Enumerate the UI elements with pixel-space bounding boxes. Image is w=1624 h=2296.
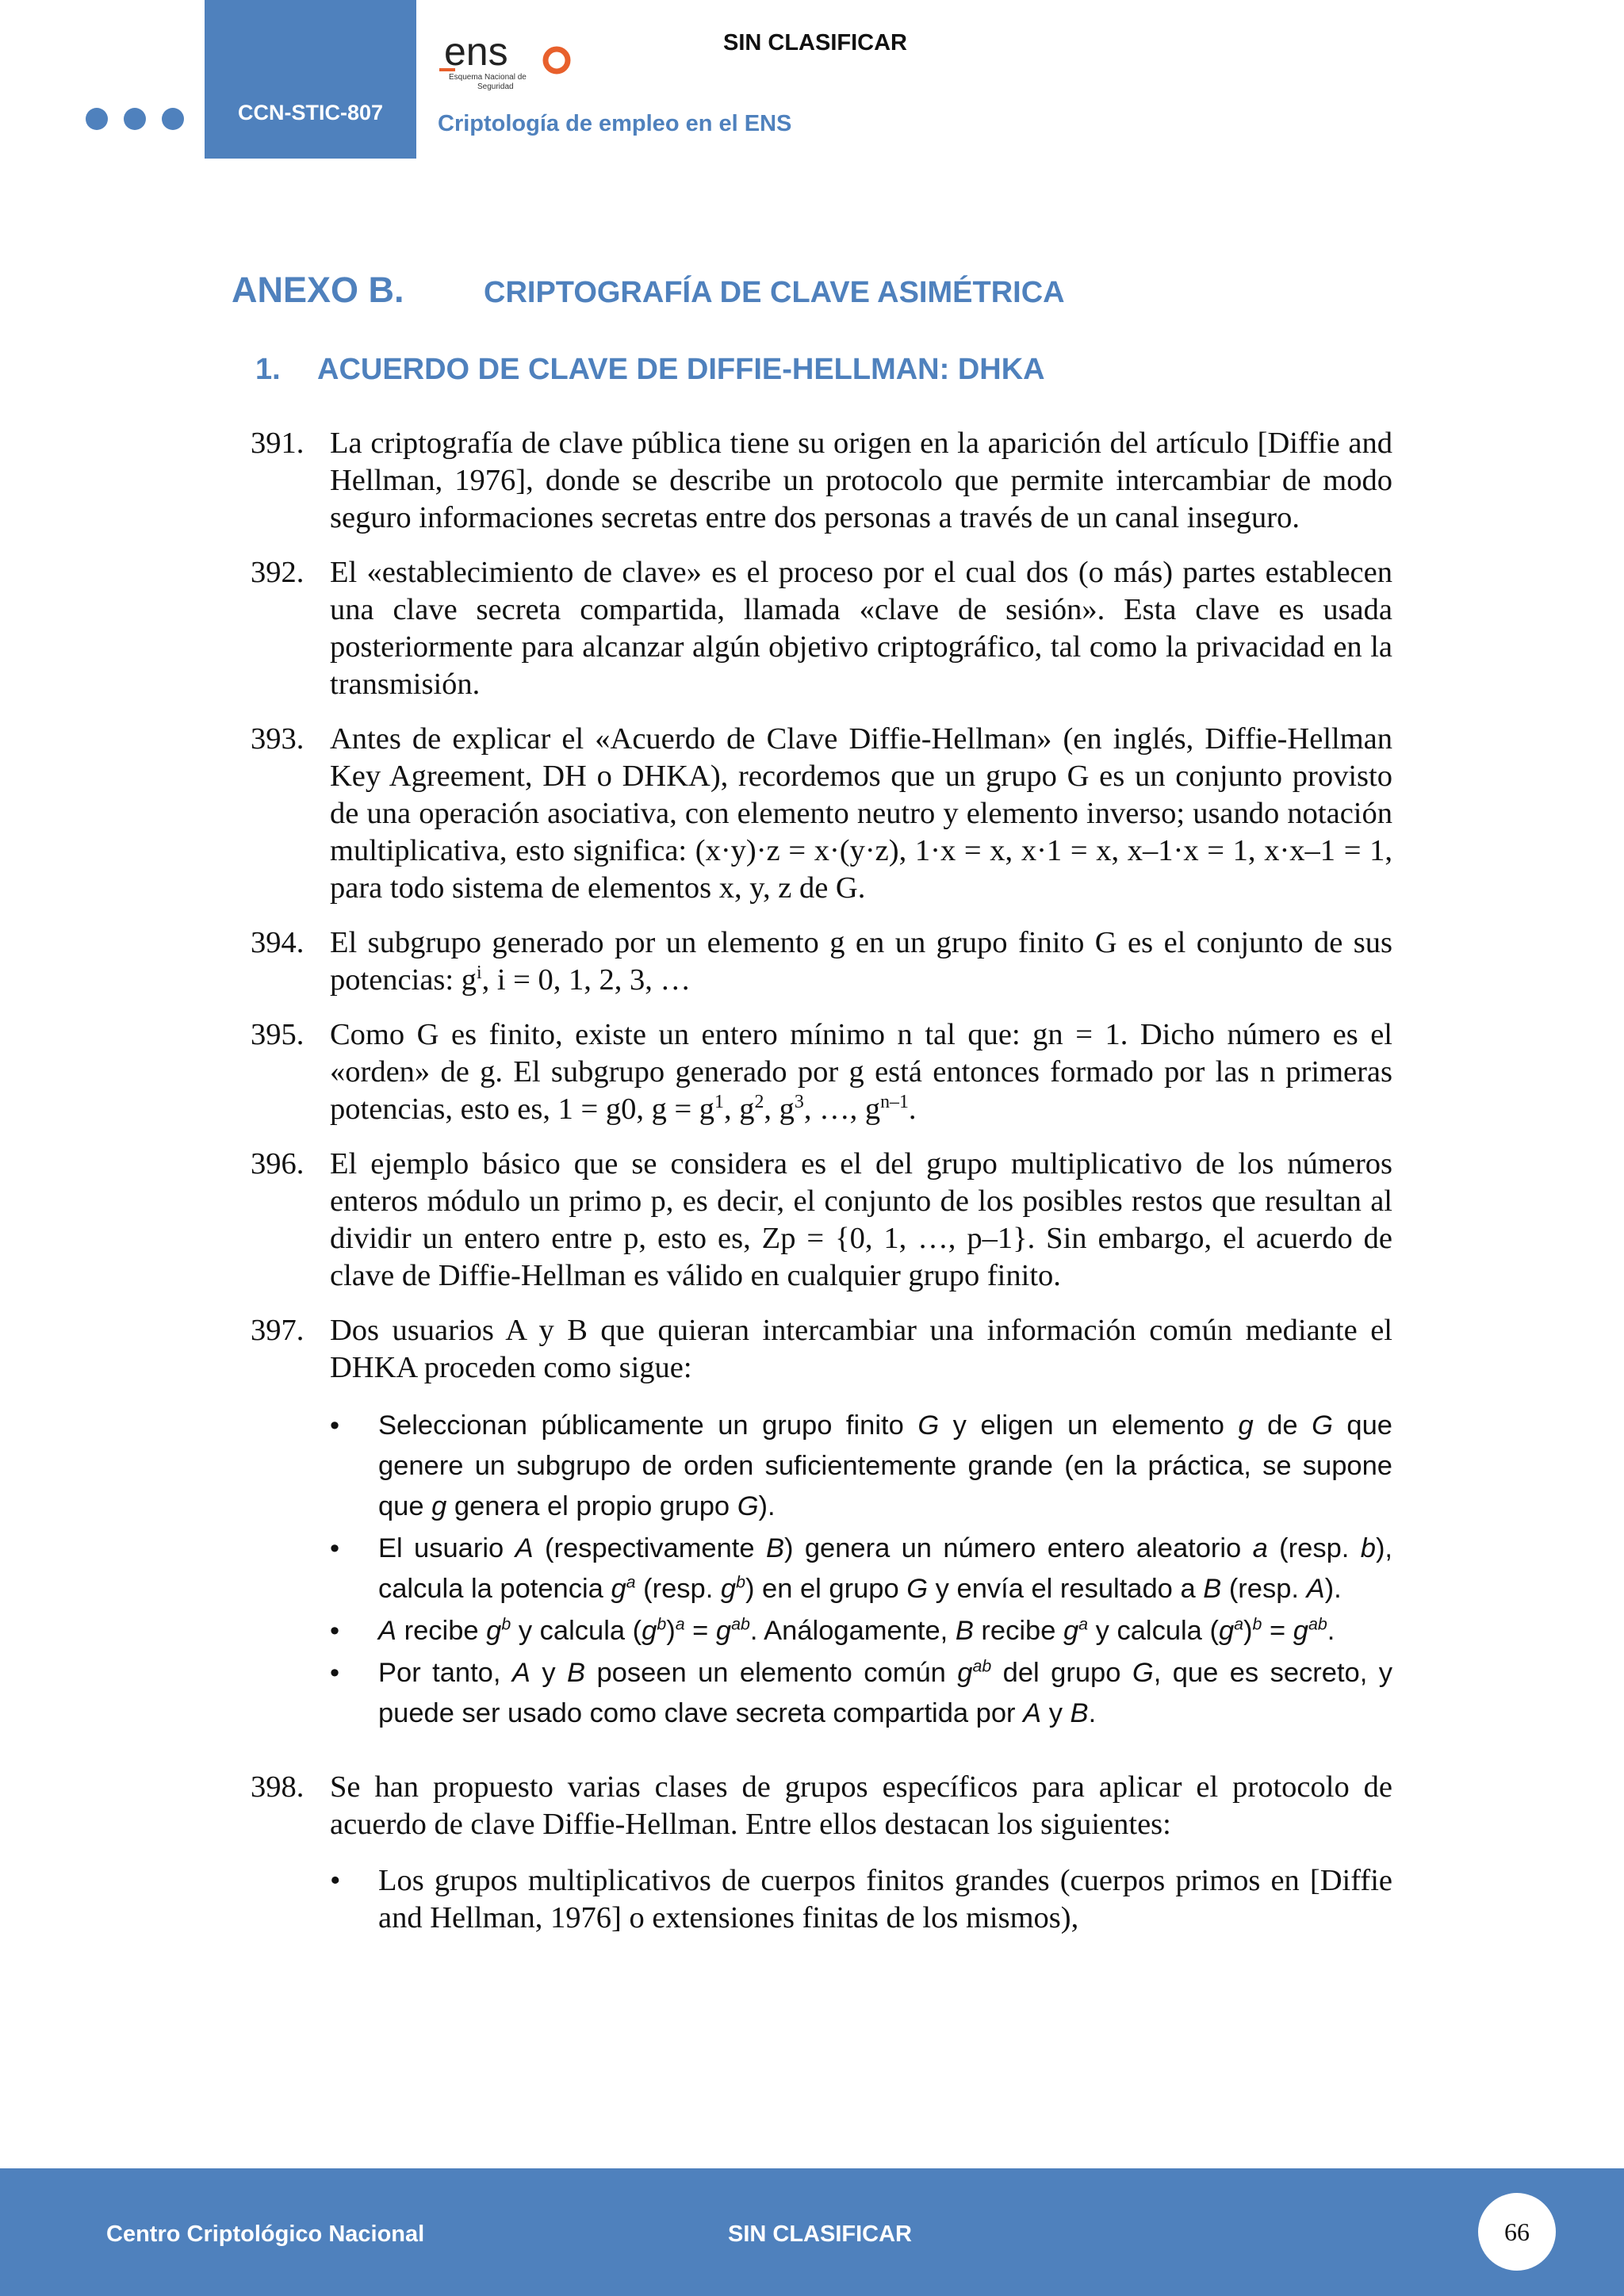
list-item: • Seleccionan públicamente un grupo finito G y eligen un elemento g de G que genere un subgrupo de orden suficientemente grande (en la práctica, se supone que g genera el propio grupo G).: [330, 1406, 1392, 1527]
page-footer: [0, 2168, 1624, 2296]
section-number: 1.: [255, 353, 281, 386]
ens-logo-icon: [438, 29, 580, 92]
footer-classification: SIN CLASIFICAR: [728, 2221, 912, 2247]
document-code-box: [205, 0, 416, 159]
paragraph-number: 392.: [251, 556, 304, 589]
list-item: • Por tanto, A y B poseen un elemento común $g^{ab}$ del grupo G, que es secreto, y puede ser usado como clave secreta compartida por A y B.: [330, 1653, 1392, 1734]
header-subtitle: Criptología de empleo en el ENS: [438, 111, 792, 136]
page-number: 66: [1478, 2193, 1556, 2271]
paragraph-398: [251, 1769, 1392, 1937]
paragraph-number: 397.: [251, 1314, 304, 1347]
paragraph-text: La criptografía de clave pública tiene su origen en la aparición del artículo [Diffie and Hellman, 1976], donde se describe un protocolo que permite intercambiar de modo seguro informaciones secretas entre dos personas a través de un canal inseguro.: [330, 427, 1392, 534]
paragraph-number: 394.: [251, 926, 304, 959]
annex-number: ANEXO B.: [232, 270, 404, 310]
paragraph-text: Se han propuesto varias clases de grupos específicos para aplicar el protocolo de acuerdo de clave Diffie-Hellman. Entre ellos destacan los siguientes:: [330, 1770, 1392, 1841]
list-item: • El usuario A (respectivamente B) genera un número entero aleatorio a (resp. b), calcula la potencia $g^a$ (resp. $g^b$) en el grupo G y envía el resultado a B (resp. A).: [330, 1529, 1392, 1609]
group-classes-list: [330, 1862, 1392, 1937]
header-dot: [86, 108, 108, 130]
paragraph-number: 395.: [251, 1018, 304, 1051]
paragraph-text: El subgrupo generado por un elemento g en un grupo finito G es el conjunto de sus potencias: $g^i$, i = 0, 1, 2, 3, …: [330, 926, 1392, 997]
list-item: • Los grupos multiplicativos de cuerpos finitos grandes (cuerpos primos en [Diffie and Hellman, 1976] o extensiones finitas de los mismos),: [330, 1862, 1392, 1937]
paragraph-text: Como G es finito, existe un entero mínimo n tal que: gn = 1. Dicho número es el «orden» de g. El subgrupo generado por g está entonces formado por las n primeras potencias, esto es, 1 = g0, $g = g^1$, $g^2$, $g^3$, …, $g^{n-1}$.: [330, 1018, 1392, 1126]
header-dot: [124, 108, 146, 130]
dhka-steps-list: [330, 1406, 1392, 1734]
annex-heading: [232, 270, 1065, 311]
list-item: • A recibe $g^b$ y calcula $(g^b)^a = g^{ab}$. Análogamente, B recibe $g^a$ y calcula $(g^a)^b = g^{ab}$.: [330, 1611, 1392, 1651]
paragraph-number: 396.: [251, 1147, 304, 1181]
header-dots: [86, 108, 184, 130]
paragraph-397: [251, 1312, 1392, 1734]
paragraph-number: 391.: [251, 427, 304, 460]
paragraph-text: El «establecimiento de clave» es el proceso por el cual dos (o más) partes establecen una clave secreta compartida, llamada «clave de sesión». Esta clave es usada posteriormente para alcanzar algún objetivo criptográfico, tal como la privacidad en la transmisión.: [330, 556, 1392, 701]
section-title: ACUERDO DE CLAVE DE DIFFIE-HELLMAN: DHKA: [317, 353, 1045, 386]
logo-caption-line-2: Seguridad: [477, 82, 514, 91]
paragraph-392: [251, 554, 1392, 703]
paragraph-391: [251, 425, 1392, 537]
paragraph-number: 393.: [251, 722, 304, 756]
logo-caption-line-1: Esquema Nacional de: [449, 73, 527, 82]
header-dot: [162, 108, 184, 130]
paragraph-text: Antes de explicar el «Acuerdo de Clave Diffie-Hellman» (en inglés, Diffie-Hellman Key Agreement, DH o DHKA), recordemos que un grupo G es un conjunto provisto de una operación asociativa, con elemento neutro y elemento inverso; usando notación multiplicativa, esto significa: (x·y)·z = x·(y·z), 1·x = x, x·1 = x, x–1·x = 1, x·x–1 = 1, para todo sistema de elementos x, y, z de G.: [330, 722, 1392, 905]
paragraph-396: [251, 1146, 1392, 1295]
document-code: CCN-STIC-807: [237, 101, 384, 124]
paragraph-395: [251, 1016, 1392, 1128]
header-classification: SIN CLASIFICAR: [723, 30, 907, 55]
logo-text: ens: [444, 29, 508, 74]
document-body: [251, 425, 1392, 1954]
paragraph-number: 398.: [251, 1770, 304, 1804]
section-heading: [255, 353, 1045, 387]
paragraph-text: Dos usuarios A y B que quieran intercambiar una información común mediante el DHKA proceden como sigue:: [330, 1314, 1392, 1384]
paragraph-393: [251, 721, 1392, 907]
annex-title: CRIPTOGRAFÍA DE CLAVE ASIMÉTRICA: [484, 276, 1065, 309]
paragraph-394: [251, 924, 1392, 999]
paragraph-text: El ejemplo básico que se considera es el del grupo multiplicativo de los números enteros módulo un primo p, es decir, el conjunto de los posibles restos que resultan al dividir un entero entre p, esto es, Zp = {0, 1, …, p–1}. Sin embargo, el acuerdo de clave de Diffie-Hellman es válido en cualquier grupo finito.: [330, 1147, 1392, 1292]
footer-organization: Centro Criptológico Nacional: [106, 2221, 425, 2247]
